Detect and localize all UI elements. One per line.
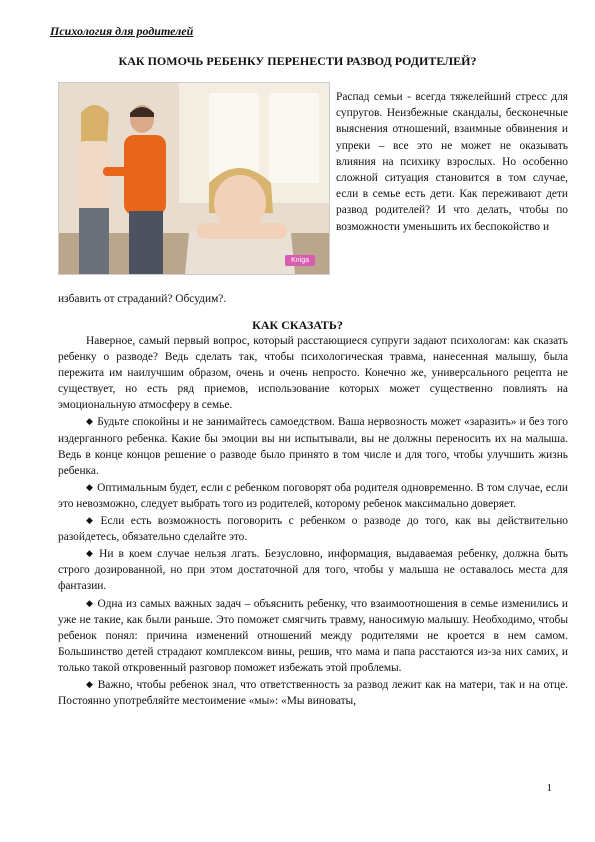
diamond-bullet-icon: ◆ xyxy=(86,416,94,427)
page-header: Психология для родителей xyxy=(50,24,194,38)
diamond-bullet-icon: ◆ xyxy=(86,515,97,526)
article-title: КАК ПОМОЧЬ РЕБЕНКУ ПЕРЕНЕСТИ РАЗВОД РОДИТЕЛЕЙ? xyxy=(118,54,477,68)
article-body xyxy=(58,333,568,709)
diamond-bullet-icon: ◆ xyxy=(86,548,96,559)
bullet-paragraph xyxy=(58,595,568,676)
section-title: КАК СКАЗАТЬ? xyxy=(252,318,343,332)
bullet-paragraph xyxy=(58,512,568,545)
family-conflict-illustration xyxy=(59,83,329,274)
image-badge: Kniga xyxy=(285,255,315,266)
bullet-text: Оптимальным будет, если с ребенком поговорят оба родителя одновременно. В том случае, если это невозможно, следует выбрать того из родителей, которому ребенок максимально доверяет. xyxy=(58,481,569,510)
diamond-bullet-icon: ◆ xyxy=(86,597,94,608)
bullet-text: Будьте спокойны и не занимайтесь самоедством. Ваша нервозность может «заразить» и без того издерганного ребенка. Какие бы эмоции вы ни испытывали, вы не должны переносить их на малыша. Ведь в конце концов решение о разводе было принято в том числе и для того, чтобы улучшить жизнь ребенка. xyxy=(58,416,568,477)
bullet-text: Важно, чтобы ребенок знал, что ответственность за развод лежит как на матери, так и на отце. Постоянно употребляйте местоимение «мы»: «Мы виноваты, xyxy=(58,678,569,708)
intro-paragraph: Распад семьи - всегда тяжелейший стресс для супругов. Неизбежные скандалы, бесконечные выяснения отношений, взаимные обвинения и упреки – все это не может не оказывать влияния на психику взрослых. Но особенно сложной ситуация становится в том случае, если в семье есть дети. Как переживают дети развод родителей? И что делать, чтобы по возможности уменьшить их беспокойство и xyxy=(336,91,568,233)
intro-paragraph-end: избавить от страданий? Обсудим?. xyxy=(58,293,227,305)
bullet-text: Ни в коем случае нельзя лгать. Безусловно, информация, выдаваемая ребенку, должна быть строго дозированной, но при этом достаточной для того, чтобы у малыша не оставалось места для фантазии. xyxy=(58,548,568,593)
diamond-bullet-icon: ◆ xyxy=(86,678,94,689)
bullet-paragraph xyxy=(58,545,568,594)
bullet-paragraph xyxy=(58,413,568,478)
paragraph: Наверное, самый первый вопрос, который расстающиеся супруги задают психологам: как сказать ребенку о разводе? Ведь сделать так, чтобы психологическая травма, нанесенная малышу, была пережита им наилучшим образом, очень и очень непросто. Конечно же, универсального рецепта не существует, но есть ряд приемов, использование которых может существенно повлиять на эмоциональную атмосферу в семье. xyxy=(58,335,568,412)
bullet-paragraph xyxy=(58,676,568,709)
diamond-bullet-icon: ◆ xyxy=(86,481,94,492)
article-photo xyxy=(58,82,330,275)
bullet-text: Если есть возможность поговорить с ребенком о разводе до того, как вы действительно разойдетесь, обязательно сделайте это. xyxy=(58,515,569,544)
bullet-paragraph xyxy=(58,479,568,512)
bullet-text: Одна из самых важных задач – объяснить ребенку, что взаимоотношения в семье изменились и уже не такие, как были раньше. Это поможет смягчить травму, наносимую малышу. Необходимо, чтобы ребенок понял: причина изменений отношений между родителями не кроется в нем самом. Большинство детей страдают комплексом вины, решив, что мама и папа расстаются из-за них самих, и только такой откровенный разговор поможет избежать этой проблемы. xyxy=(58,597,568,674)
page-number: 1 xyxy=(546,782,552,794)
